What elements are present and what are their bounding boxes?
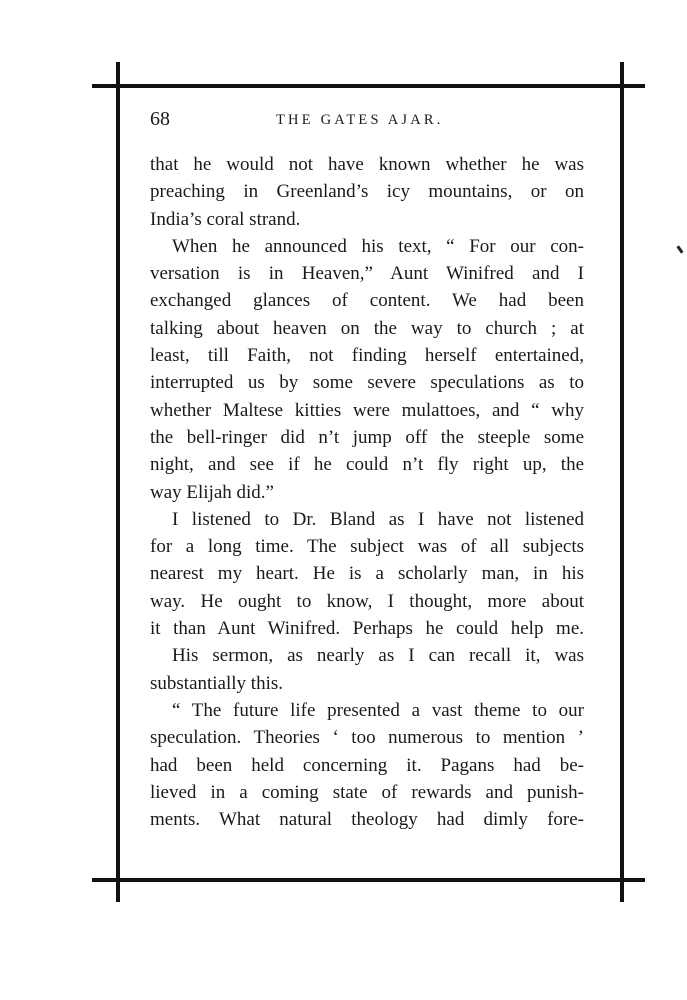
page-number: 68 [150, 108, 170, 130]
text-line: least, till Faith, not finding herself entertained, [150, 345, 584, 367]
text-line: had been held concerning it. Pagans had be- [150, 754, 584, 776]
running-head: THE GATES AJAR. [276, 112, 444, 128]
text-line: nearest my heart. He is a scholarly man, in his [150, 563, 584, 585]
text-line: “ The future life presented a vast theme to our [172, 699, 584, 721]
text-line: whether Maltese kitties were mulattoes, and “ why [150, 399, 584, 421]
bottom-border-rule [92, 878, 645, 882]
text-line: speculation. Theories ‘ too numerous to mention ’ [150, 727, 584, 749]
top-border-rule [92, 84, 645, 88]
right-border-rule [620, 62, 624, 902]
text-line: India’s coral strand. [150, 208, 301, 230]
text-line: night, and see if he could n’t fly right up, the [150, 454, 584, 476]
text-line: ments. What natural theology had dimly fore- [150, 809, 584, 831]
text-line: lieved in a coming state of rewards and punish- [150, 781, 584, 803]
text-line: talking about heaven on the way to church ; at [150, 317, 584, 339]
text-line: His sermon, as nearly as I can recall it, was [172, 645, 584, 667]
text-line: interrupted us by some severe speculations as to [150, 372, 584, 394]
text-line: for a long time. The subject was of all subjects [150, 536, 584, 558]
page-header [150, 108, 584, 138]
left-border-rule [116, 62, 120, 902]
margin-mark [676, 245, 683, 253]
text-line: that he would not have known whether he was [150, 154, 584, 175]
text-line: substantially this. [150, 672, 283, 694]
page-text [150, 151, 584, 833]
text-line: preaching in Greenland’s icy mountains, or on [150, 181, 584, 203]
text-line: When he announced his text, “ For our con- [172, 235, 584, 257]
text-line: way Elijah did.” [150, 481, 274, 503]
text-line: exchanged glances of content. We had been [150, 290, 584, 312]
text-line: it than Aunt Winifred. Perhaps he could help me. [150, 618, 584, 640]
text-line: versation is in Heaven,” Aunt Winifred and I [150, 263, 584, 285]
text-line: I listened to Dr. Bland as I have not listened [172, 508, 584, 530]
text-line: way. He ought to know, I thought, more about [150, 590, 584, 612]
text-line: the bell-ringer did n’t jump off the steeple some [150, 426, 584, 448]
